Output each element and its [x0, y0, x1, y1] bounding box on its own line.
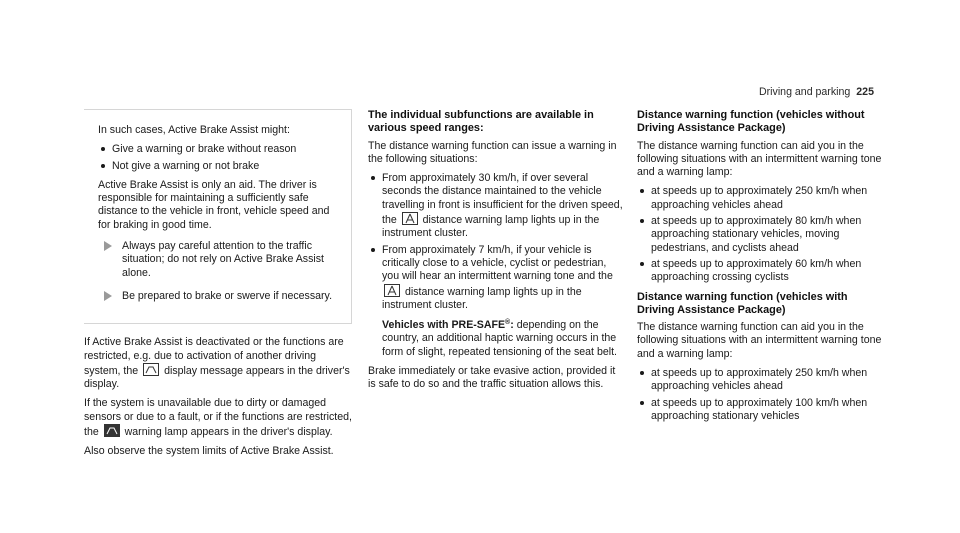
paragraph-text: display message appears in the driver's display. [84, 364, 350, 391]
bullet-list [368, 172, 623, 359]
paragraph: Also observe the system limits of Active Brake Assist. [84, 445, 334, 458]
paragraph-text: If Active Brake Assist is deactivated or the functions are restricted, e.g. due to activation of another driving system, the [84, 336, 344, 377]
list-item: at speeds up to approximately 250 km/h when approaching vehicles ahead [637, 185, 887, 212]
bullet-list [637, 185, 887, 284]
paragraph: The distance warning function can aid you in the following situations with an intermittent warning tone and a warning lamp: [637, 321, 882, 360]
paragraph [84, 336, 352, 391]
section-heading: Distance warning function (vehicles without Driving Assistance Package) [637, 109, 865, 135]
paragraph: The distance warning function can aid you in the following situations with an intermittent warning tone and a warning lamp: [637, 139, 882, 179]
paragraph [84, 397, 352, 439]
page-header [759, 86, 879, 99]
note-item [98, 240, 341, 280]
presafe-note [382, 316, 623, 359]
list-item: at speeds up to approximately 100 km/h when approaching stationary vehicles [637, 397, 887, 424]
section-heading: The individual subfunctions are available in various speed ranges: [368, 109, 594, 135]
list-item: at speeds up to approximately 250 km/h when approaching vehicles ahead [637, 367, 887, 394]
list-item-text: distance warning lamp lights up in the instrument cluster. [382, 214, 600, 240]
note-item [98, 290, 341, 303]
note-arrow-icon [104, 291, 112, 301]
bullet-list [637, 367, 887, 423]
presafe-text: depending on the country, an additional haptic warning occurs in the form of slight, repeated tensioning of the seat belt. [382, 319, 617, 358]
box-intro: In such cases, Active Brake Assist might: [98, 124, 290, 136]
paragraph-text: warning lamp appears in the driver's display. [124, 426, 333, 439]
distance-warning-lamp-icon [402, 212, 418, 225]
registered-mark: ® [505, 319, 511, 327]
list-item: at speeds up to approximately 60 km/h when approaching crossing cyclists [637, 258, 887, 285]
list-item: Not give a warning or not brake [98, 160, 341, 173]
warning-box [84, 109, 352, 324]
column-left [84, 109, 352, 465]
list-item [368, 244, 623, 359]
brake-assist-warning-icon [104, 424, 120, 437]
brake-assist-off-icon [143, 363, 159, 376]
list-item-text: From approximately 30 km/h, if over several seconds the distance maintained to the vehicle travelling in front is insufficient for the driven speed, the [382, 172, 623, 227]
list-item: Give a warning or brake without reason [98, 143, 341, 156]
page-number: 225 [856, 86, 874, 98]
section-title: Driving and parking [759, 86, 851, 98]
column-right [637, 109, 887, 429]
note-text: Always pay careful attention to the traffic situation; do not rely on Active Brake Assist alone. [122, 240, 324, 279]
note-arrow-icon [104, 241, 112, 251]
list-item: at speeds up to approximately 80 km/h when approaching stationary vehicles, moving pedestrians, and cyclists ahead [637, 215, 887, 255]
paragraph: The distance warning function can issue a warning in the following situations: [368, 139, 617, 165]
paragraph: Brake immediately or take evasive action, provided it is safe to do so and the traffic situation allows this. [368, 365, 616, 391]
list-item-text: distance warning lamp lights up in the instrument cluster. [382, 285, 582, 311]
presafe-label: Vehicles with PRE-SAFE [382, 319, 506, 332]
distance-warning-lamp-icon [384, 284, 400, 297]
list-item-text: From approximately 7 km/h, if your vehicle is critically close to a vehicle, cyclist or pedestrian, you will hear an intermittent warning tone and the [382, 243, 613, 283]
section-heading: Distance warning function (vehicles with Driving Assistance Package) [637, 290, 848, 316]
paragraph-text: If the system is unavailable due to dirty or damaged sensors or due to a fault, or if the functions are restricted, the [84, 397, 352, 439]
column-middle [368, 109, 623, 398]
list-item [368, 172, 623, 240]
box-bullet-list [98, 143, 341, 173]
note-text: Be prepared to brake or swerve if necessary. [122, 289, 333, 302]
box-paragraph: Active Brake Assist is only an aid. The driver is responsible for maintaining a sufficiently safe distance to the vehicle in front, vehicle speed and for braking in good time. [98, 178, 330, 231]
presafe-colon: : [510, 319, 514, 332]
